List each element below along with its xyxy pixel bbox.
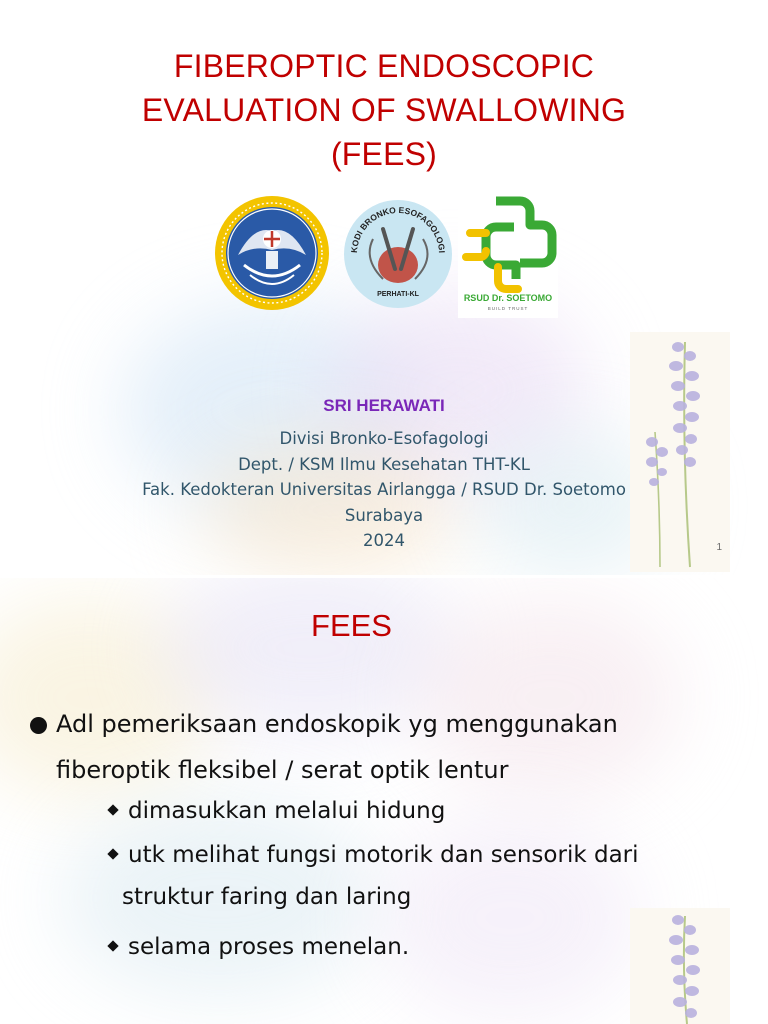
slide-title <box>0 44 768 176</box>
sub-bullet: selama proses menelan. <box>128 934 410 960</box>
slide-title: FEES <box>311 608 392 643</box>
sub-bullet: utk melihat fungsi motorik dan sensorik dari <box>128 842 639 868</box>
kodi-arc-text: KODI BRONKO ESOFAGOLOGI <box>348 204 447 254</box>
kodi-bottom-text: PERHATI-KL <box>377 291 419 298</box>
author-name: SRI HERAWATI <box>323 396 445 415</box>
university-seal-icon <box>214 195 330 311</box>
affiliation-line: Dept. / KSM Ilmu Kesehatan THT-KL <box>238 454 530 474</box>
bullet-dot-icon <box>30 717 47 734</box>
affiliation-block <box>0 426 768 554</box>
slide-2 <box>0 578 768 1024</box>
rsud-name-text: RSUD Dr. SOETOMO <box>463 293 553 303</box>
rsud-tagline-text: BUILD TRUST <box>487 306 529 311</box>
affiliation-line: Fak. Kedokteran Universitas Airlangga / RSUD Dr. Soetomo <box>142 480 626 499</box>
logo-row <box>0 195 768 320</box>
rsud-dr-soetomo-logo-icon <box>458 195 558 318</box>
affiliation-line: 2024 <box>363 531 405 550</box>
title-line: (FEES) <box>330 136 438 172</box>
bullet-main-line: Adl pemeriksaan endoskopik yg menggunakan <box>56 710 618 738</box>
bullet-main-line: fiberoptik fleksibel / serat optik lentur <box>56 756 509 784</box>
sub-bullet-continuation: struktur faring dan laring <box>122 884 412 910</box>
kodi-bronko-esofagologi-logo-icon <box>343 199 453 309</box>
title-line: EVALUATION OF SWALLOWING <box>141 92 627 128</box>
lavender-decoration <box>630 908 730 1024</box>
affiliation-line: Surabaya <box>344 505 424 525</box>
diamond-bullet-icon <box>107 804 118 815</box>
page-number: 1 <box>716 542 722 553</box>
title-line: FIBEROPTIC ENDOSCOPIC <box>173 48 595 84</box>
sub-bullet: dimasukkan melalui hidung <box>128 798 446 824</box>
affiliation-line: Divisi Bronko-Esofagologi <box>279 429 489 448</box>
